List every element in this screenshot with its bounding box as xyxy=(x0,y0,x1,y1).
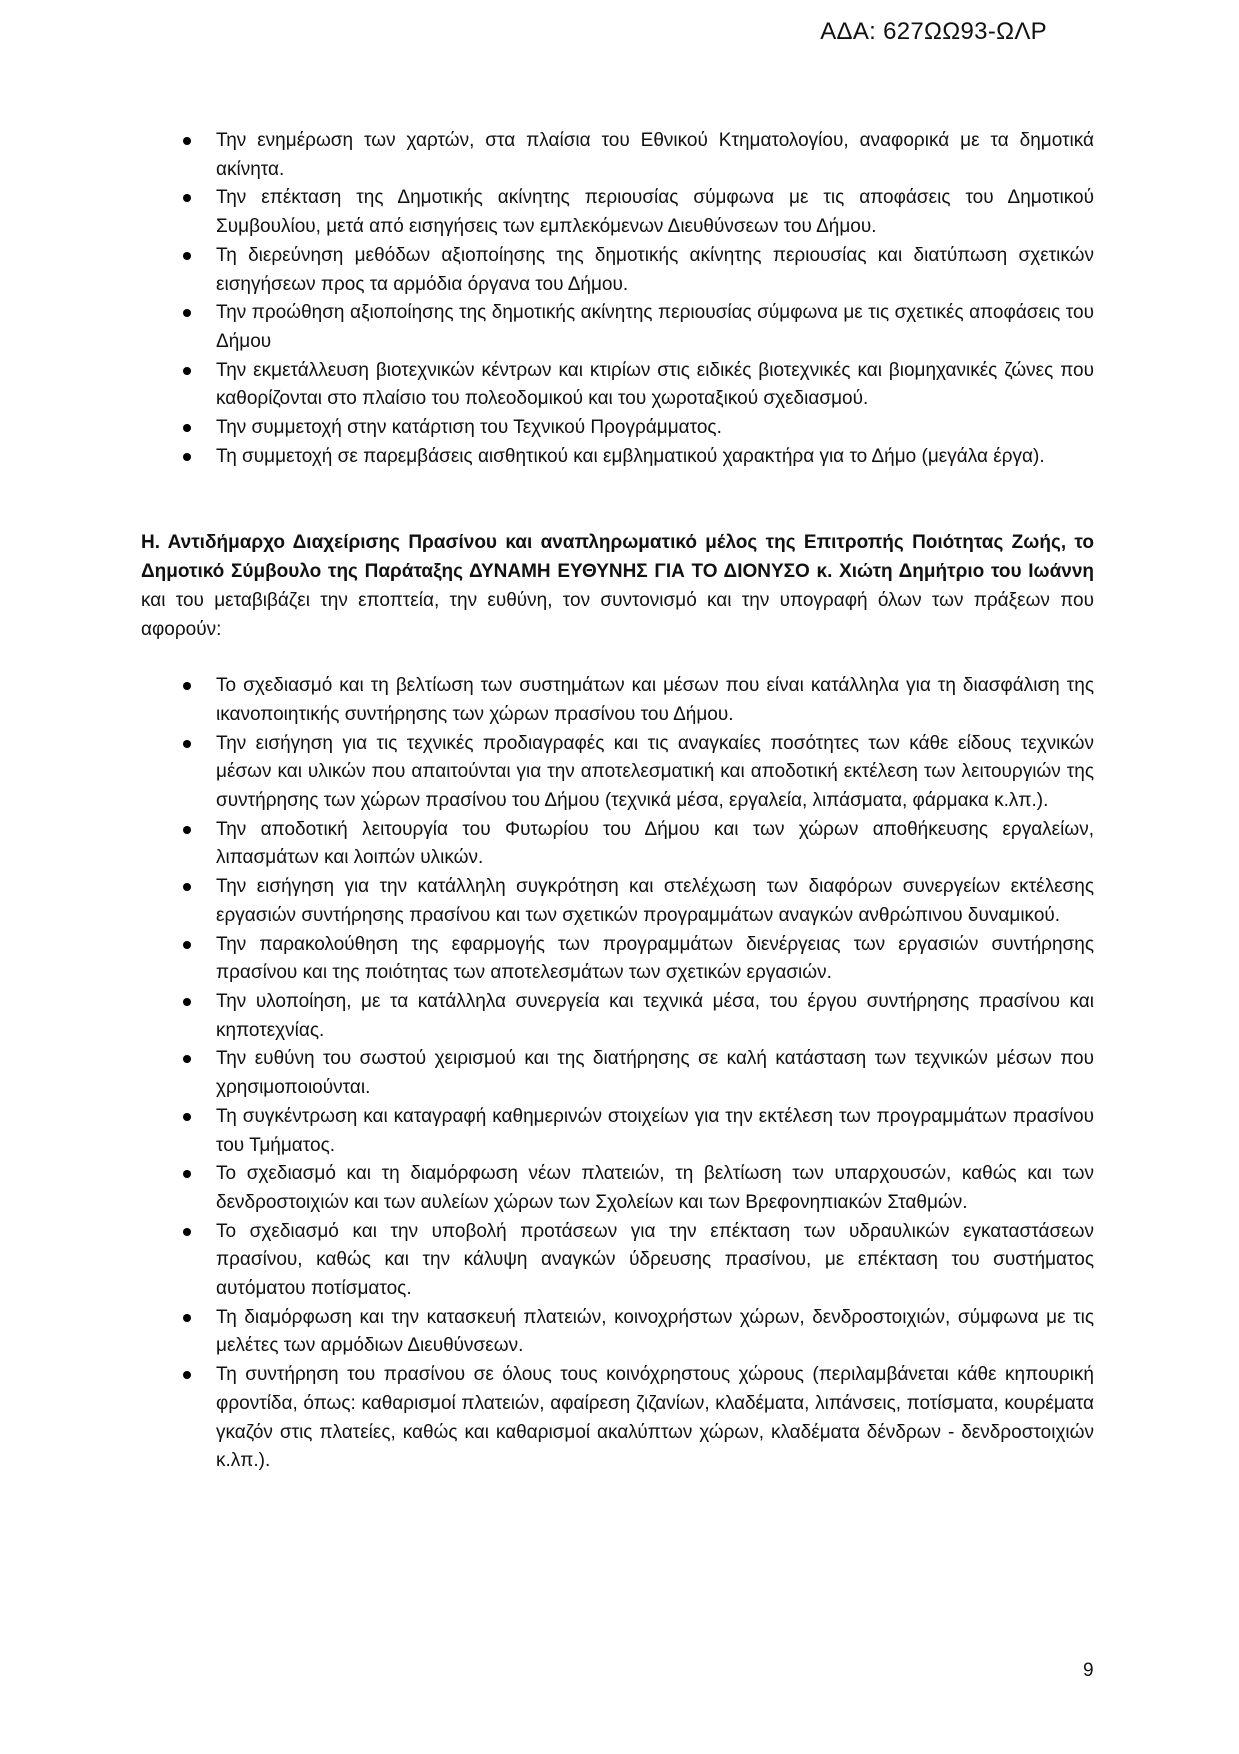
list-item xyxy=(141,299,1094,356)
list-item xyxy=(141,931,1094,988)
bullet-icon xyxy=(183,1170,191,1178)
list-item-text: Τη συγκέντρωση και καταγραφή καθημερινών στοιχείων για την εκτέλεση των προγραμμάτων πρασίνου του Τμήματος. xyxy=(216,1105,1094,1156)
bullet-icon xyxy=(183,137,191,145)
bullet-icon xyxy=(183,941,191,949)
bullet-icon xyxy=(183,1055,191,1063)
list-item-text: Την ενημέρωση των χαρτών, στα πλαίσια του Εθνικού Κτηματολογίου, αναφορικά με τα δημοτικά ακίνητα. xyxy=(216,130,1094,180)
list-item-text: Την εισήγηση για τις τεχνικές προδιαγραφές και τις αναγκαίες ποσότητες των κάθε είδους τεχνικών μέσων και υλικών που απαιτούνται για την αποτελεσματική και αποδοτική εκτέλεση των λειτουργιών της συντήρησης των χώρων πρασίνου του Δήμου (τεχνικά μέσα, εργαλεία, λιπάσματα, φάρμακα κ.λπ.). xyxy=(216,732,1094,812)
list-item-text: Την αποδοτική λειτουργία του Φυτωρίου του Δήμου και των χώρων αποθήκευσης εργαλείων, λιπασμάτων και λοιπών υλικών. xyxy=(216,818,1094,869)
list-item xyxy=(141,127,1094,184)
bullet-icon xyxy=(183,682,191,690)
bullet-icon xyxy=(183,1113,191,1121)
list-item xyxy=(141,1103,1094,1160)
bullet-icon xyxy=(183,309,191,317)
list-item xyxy=(141,1045,1094,1102)
ada-code: ΑΔΑ: 627ΩΩ93-ΩΛΡ xyxy=(820,18,1047,45)
list-item-text: Το σχεδιασμό και τη βελτίωση των συστημάτων και μέσων που είναι κατάλληλα για τη διασφάλιση της ικανοποιητικής συντήρησης των χώρων πρασίνου του Δήμου. xyxy=(216,675,1094,725)
list-item-text: Τη διαμόρφωση και την κατασκευή πλατειών, κοινοχρήστων χώρων, δενδροστοιχιών, σύμφωνα με τις μελέτες των αρμόδιων Διευθύνσεων. xyxy=(216,1306,1094,1357)
bullet-icon xyxy=(183,740,191,748)
bullet-icon xyxy=(183,1371,191,1379)
section-heading-text: και του μεταβιβάζει την εποπτεία, την ευθύνη, τον συντονισμό και την υπογραφή όλων των πράξεων που αφορούν: xyxy=(141,589,1094,640)
list-item-text: Την εκμετάλλευση βιοτεχνικών κέντρων και κτιρίων στις ειδικές βιοτεχνικές και βιομηχανικές ζώνες που καθορίζονται στο πλαίσιο του πολεοδομικού και του χωροταξικού σχεδιασμού. xyxy=(216,359,1094,410)
bullet-icon xyxy=(183,998,191,1006)
list-item-text: Την επέκταση της Δημοτικής ακίνητης περιουσίας σύμφωνα με τις αποφάσεις του Δημοτικού Συμβουλίου, μετά από εισηγήσεις των εμπλεκόμενων Διευθύνσεων του Δήμου. xyxy=(216,187,1094,238)
bullet-icon xyxy=(183,883,191,891)
bullet-icon xyxy=(183,1228,191,1236)
section-heading-bold: Η. Αντιδήμαρχο Διαχείρισης Πρασίνου και αναπληρωματικό μέλος της Επιτροπής Ποιότητας Ζωής, το Δημοτικό Σύμβουλο της Παράταξης ΔΥΝΑΜΗ ΕΥΘΥΝΗΣ ΓΙΑ ΤΟ ΔΙΟΝΥΣΟ κ. Χιώτη Δημήτριο του Ιωάννη xyxy=(141,532,1094,583)
list-item-text: Την προώθηση αξιοποίησης της δημοτικής ακίνητης περιουσίας σύμφωνα με τις σχετικές αποφάσεις του Δήμου xyxy=(216,302,1094,352)
list-item-text: Το σχεδιασμό και την υποβολή προτάσεων για την επέκταση των υδραυλικών εγκαταστάσεων πρασίνου, καθώς και την κάλυψη αναγκών ύδρευσης πρασίνου, με επέκταση του συστήματος αυτόματου ποτίσματος. xyxy=(216,1220,1094,1300)
list-item xyxy=(141,414,1094,443)
bullet-icon xyxy=(183,424,191,432)
list-item xyxy=(141,730,1094,816)
list-item-text: Το σχεδιασμό και τη διαμόρφωση νέων πλατειών, τη βελτίωση των υπαρχουσών, καθώς και των δενδροστοιχιών και των αυλείων χώρων των Σχολείων και των Βρεφονηπιακών Σταθμών. xyxy=(216,1163,1094,1213)
list-item-text: Την παρακολούθηση της εφαρμογής των προγραμμάτων διενέργειας των εργασιών συντήρησης πρασίνου και της ποιότητας των αποτελεσμάτων των σχετικών εργασιών. xyxy=(216,933,1094,984)
list-item xyxy=(141,242,1094,299)
bullet-icon xyxy=(183,453,191,461)
list-item xyxy=(141,672,1094,729)
bullet-icon xyxy=(183,826,191,834)
list-item xyxy=(141,1361,1094,1476)
list-item xyxy=(141,873,1094,930)
responsibilities-list-2 xyxy=(141,672,1094,1476)
list-item xyxy=(141,816,1094,873)
bullet-icon xyxy=(183,194,191,202)
list-item xyxy=(141,184,1094,241)
bullet-icon xyxy=(183,367,191,375)
section-heading-paragraph xyxy=(141,529,1094,644)
document-body xyxy=(141,127,1094,1476)
list-item xyxy=(141,1160,1094,1217)
page-number: 9 xyxy=(1083,1660,1094,1681)
responsibilities-list-1 xyxy=(141,127,1094,471)
list-item xyxy=(141,443,1094,472)
list-item-text: Την ευθύνη του σωστού χειρισμού και της διατήρησης σε καλή κατάσταση των τεχνικών μέσων που χρησιμοποιούνται. xyxy=(216,1048,1094,1099)
list-item-text: Τη διερεύνηση μεθόδων αξιοποίησης της δημοτικής ακίνητης περιουσίας και διατύπωση σχετικών εισηγήσεων προς τα αρμόδια όργανα του Δήμου. xyxy=(216,244,1094,295)
list-item xyxy=(141,988,1094,1045)
list-item-text: Την υλοποίηση, με τα κατάλληλα συνεργεία και τεχνικά μέσα, του έργου συντήρησης πρασίνου και κηποτεχνίας. xyxy=(216,990,1094,1041)
bullet-icon xyxy=(183,252,191,260)
list-item-text: Τη συντήρηση του πρασίνου σε όλους τους κοινόχρηστους χώρους (περιλαμβάνεται κάθε κηπουρική φροντίδα, όπως: καθαρισμοί πλατειών, αφαίρεση ζιζανίων, κλαδέματα, λιπάνσεις, ποτίσματα, κουρέματα γκαζόν στις πλατείες, καθώς και καθαρισμοί ακαλύπτων χώρων, κλαδέματα δένδρων - δενδροστοιχιών κ.λπ.). xyxy=(216,1364,1094,1472)
list-item xyxy=(141,1304,1094,1361)
list-item-text: Την εισήγηση για την κατάλληλη συγκρότηση και στελέχωση των διαφόρων συνεργείων εκτέλεσης εργασιών συντήρησης πρασίνου και των σχετικών προγραμμάτων αναγκών ανθρώπινου δυναμικού. xyxy=(216,876,1094,926)
list-item-text: Την συμμετοχή στην κατάρτιση του Τεχνικού Προγράμματος. xyxy=(216,417,722,439)
list-item xyxy=(141,357,1094,414)
bullet-icon xyxy=(183,1314,191,1322)
list-item-text: Τη συμμετοχή σε παρεμβάσεις αισθητικού και εμβληματικού χαρακτήρα για το Δήμο (μεγάλα έργα). xyxy=(216,445,1045,467)
list-item xyxy=(141,1218,1094,1304)
